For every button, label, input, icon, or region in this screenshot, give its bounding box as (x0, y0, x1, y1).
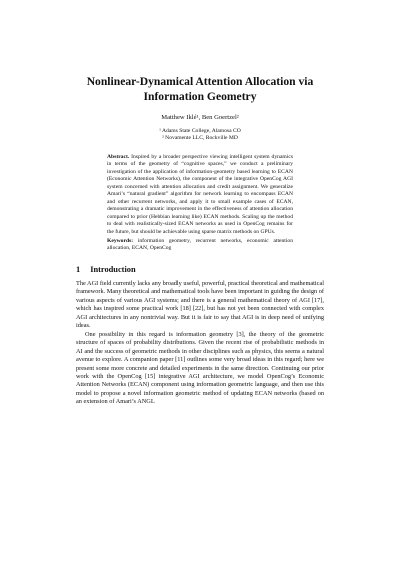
section-title: Introduction (90, 265, 136, 274)
keywords-label: Keywords: (107, 238, 134, 244)
paper-title: Nonlinear-Dynamical Attention Allocation via Information Geometry (86, 75, 314, 103)
paragraph-2: One possibility in this regard is information geometry [3], the theory of the geometric structure of spaces of probability distributions. Given the recent rise of probabilistic methods in AI and the success of geometric methods in other disciplines such as physics, this seems a natural avenue to explore. A companion paper [11] outlines some very broad ideas in this regard; here we present some more concrete and detailed experiments in the same direction. Continuing our prior work with the OpenCog [15] integrative AGI architecture, we model OpenCog’s Economic Attention Networks (ECAN) component using information geometric language, and then use this model to propose a novel information geometric method of updating ECAN networks (based on an extension of Amari’s ANGL (76, 330, 324, 406)
abstract-label: Abstract. (107, 154, 130, 160)
body-text (76, 280, 324, 407)
abstract-text: Inspired by a broader perspective viewing intelligent system dynamics in terms of the geometry of “cognitive spaces,” we conduct a preliminary investigation of the application of information-geometry based learning to ECAN (Economic Attention Networks), the component of the integrative OpenCog AGI system concerned with attention allocation and credit assignment. We generalize Amari’s “natural gradient” algorithm for network learning to encompass ECAN and other recurrent networks, and apply it to small example cases of ECAN, demonstrating a dramatic improvement in the effectiveness of attention allocation compared to prior (Hebbian learning like) ECAN methods. Scaling up the method to deal with realistically-sized ECAN networks as used in OpenCog remains for the future, but should be achievable using sparse matrix methods on GPUs. (107, 154, 293, 235)
section-number: 1 (76, 265, 81, 274)
affiliations (60, 128, 340, 143)
paper-authors: Matthew Iklé¹, Ben Goertzel² (161, 114, 239, 121)
keywords-text: information geometry, recurrent networks, economic attention allocation, ECAN, OpenCog (107, 238, 293, 252)
paragraph-1: The AGI field currently lacks any broadly useful, powerful, practical theoretical and mathematical framework. Many theoretical and mathematical tools have been important in guiding the design of various aspects of various AGI systems; and there is a general mathematical theory of AGI [17], which has inspired some practical work [18] [22], but has not yet been connected with complex AGI architectures in any nontrivial way. But it is fair to say that AGI is in deep need of unifying ideas. (76, 280, 324, 330)
section-heading (76, 265, 136, 274)
affiliation-2: ² Novamente LLC, Rockville MD (162, 135, 238, 142)
abstract (107, 154, 293, 236)
affiliation-1: ¹ Adams State College, Alamosa CO (159, 128, 241, 134)
keywords (107, 238, 293, 253)
